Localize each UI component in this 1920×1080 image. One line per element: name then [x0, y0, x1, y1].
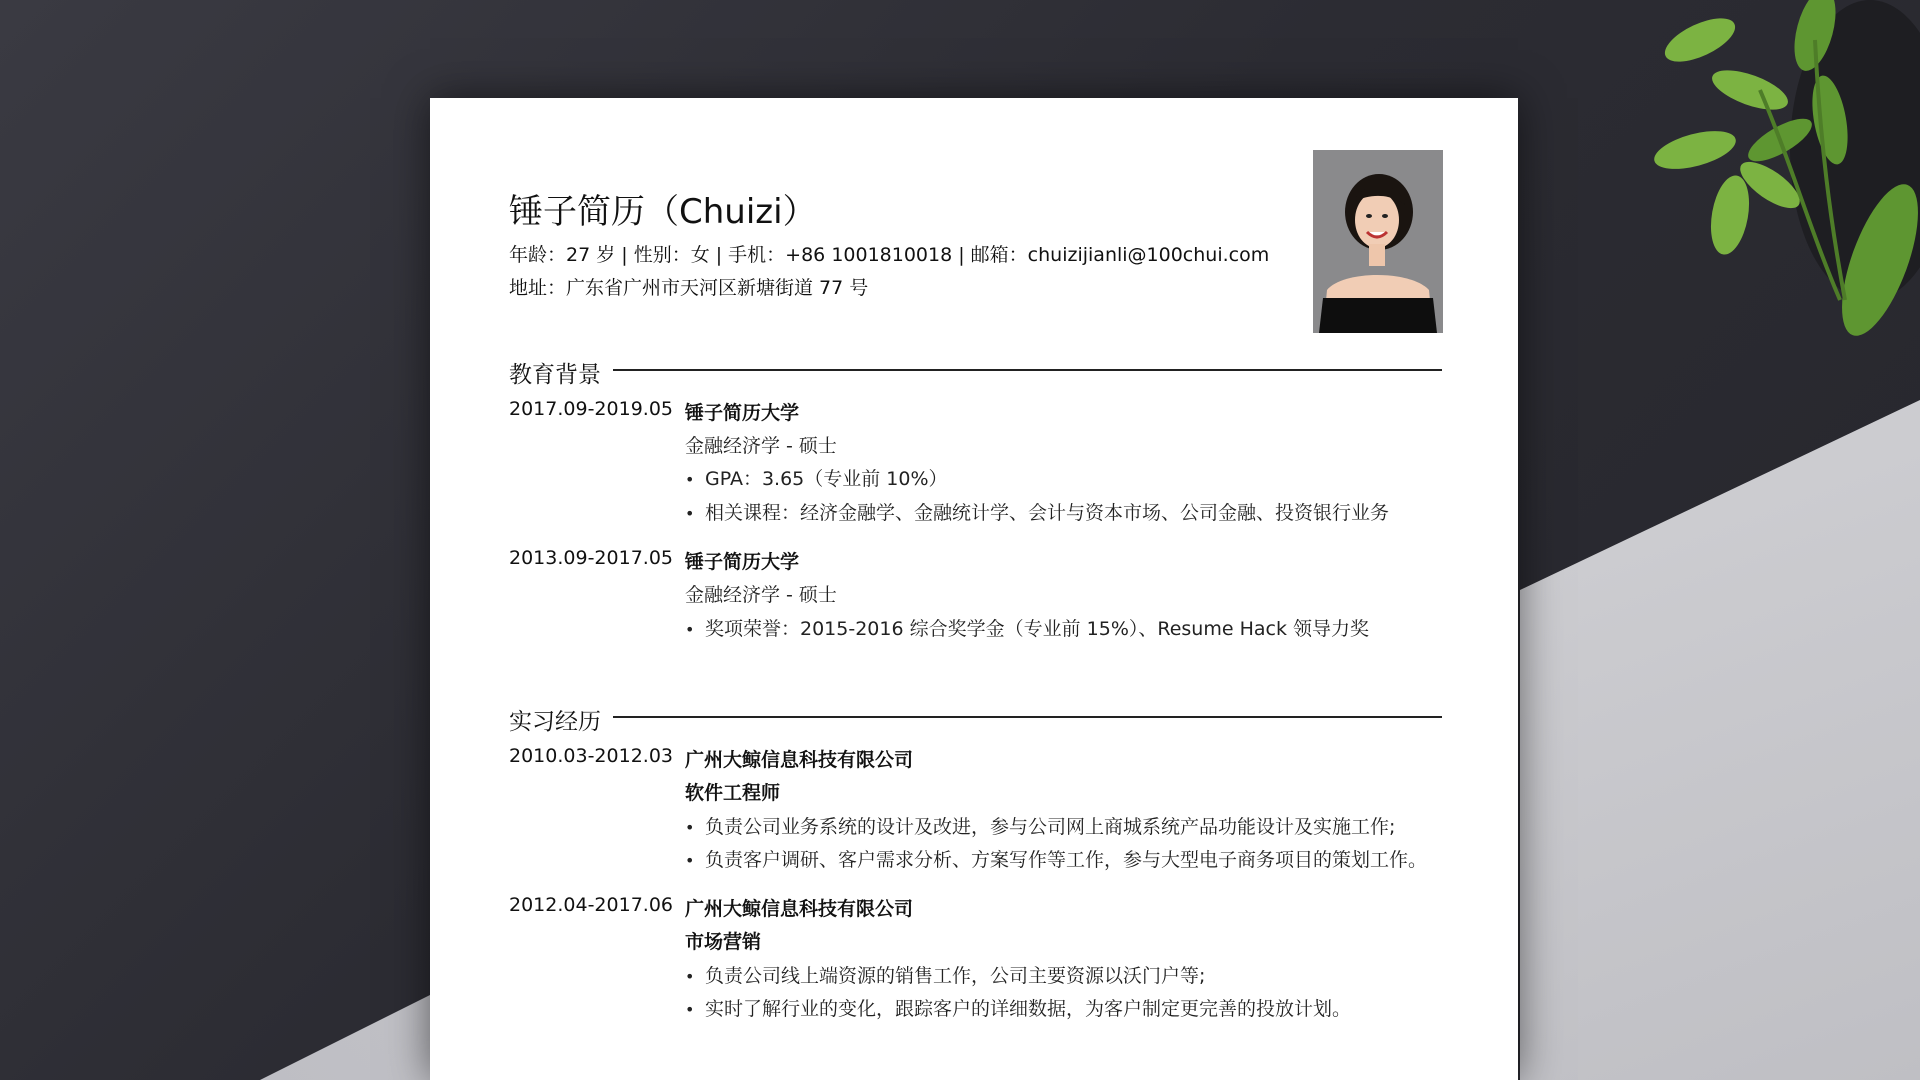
edu-school: 锤子简历大学 — [685, 551, 800, 573]
job-company: 广州大鲸信息科技有限公司 — [685, 898, 914, 920]
job-company: 广州大鲸信息科技有限公司 — [685, 749, 914, 771]
bullet-item: • GPA：3.65（专业前 10%） — [685, 468, 948, 490]
job-date: 2010.03-2012.03 — [509, 745, 673, 767]
plant-icon — [1640, 0, 1920, 370]
job-role: 软件工程师 — [685, 782, 781, 804]
job-role: 市场营销 — [685, 931, 762, 953]
edu-school: 锤子简历大学 — [685, 402, 800, 424]
edu-date: 2013.09-2017.05 — [509, 547, 673, 569]
resume-page — [430, 98, 1518, 1080]
section-divider — [613, 716, 1442, 718]
address-info: 地址：广东省广州市天河区新塘街道 77 号 — [509, 277, 869, 299]
edu-date: 2017.09-2019.05 — [509, 398, 673, 420]
bullet-item: • 实时了解行业的变化，跟踪客户的详细数据，为客户制定更完善的投放计划。 — [685, 998, 1352, 1020]
profile-photo — [1313, 150, 1443, 333]
job-date: 2012.04-2017.06 — [509, 894, 673, 916]
bullet-item: • 负责客户调研、客户需求分析、方案写作等工作，参与大型电子商务项目的策划工作。 — [685, 849, 1428, 871]
section-title-education: 教育背景 — [509, 362, 601, 388]
bullet-item: • 负责公司业务系统的设计及改进，参与公司网上商城系统产品功能设计及实施工作; — [685, 816, 1396, 838]
contact-info: 年龄：27 岁 | 性别：女 | 手机：+86 1001810018 | 邮箱：chuizijianli@100chui.com — [509, 244, 1270, 266]
resume-name: 锤子简历（Chuizi） — [509, 192, 817, 232]
section-title-internship: 实习经历 — [509, 709, 601, 735]
edu-degree: 金融经济学 - 硕士 — [685, 435, 837, 457]
bullet-item: • 相关课程：经济金融学、金融统计学、会计与资本市场、公司金融、投资银行业务 — [685, 502, 1390, 524]
edu-degree: 金融经济学 - 硕士 — [685, 584, 837, 606]
section-divider — [613, 369, 1442, 371]
bullet-item: • 负责公司线上端资源的销售工作，公司主要资源以沃门户等; — [685, 965, 1206, 987]
bullet-item: • 奖项荣誉：2015-2016 综合奖学金（专业前 15%）、Resume Hack 领导力奖 — [685, 618, 1370, 640]
